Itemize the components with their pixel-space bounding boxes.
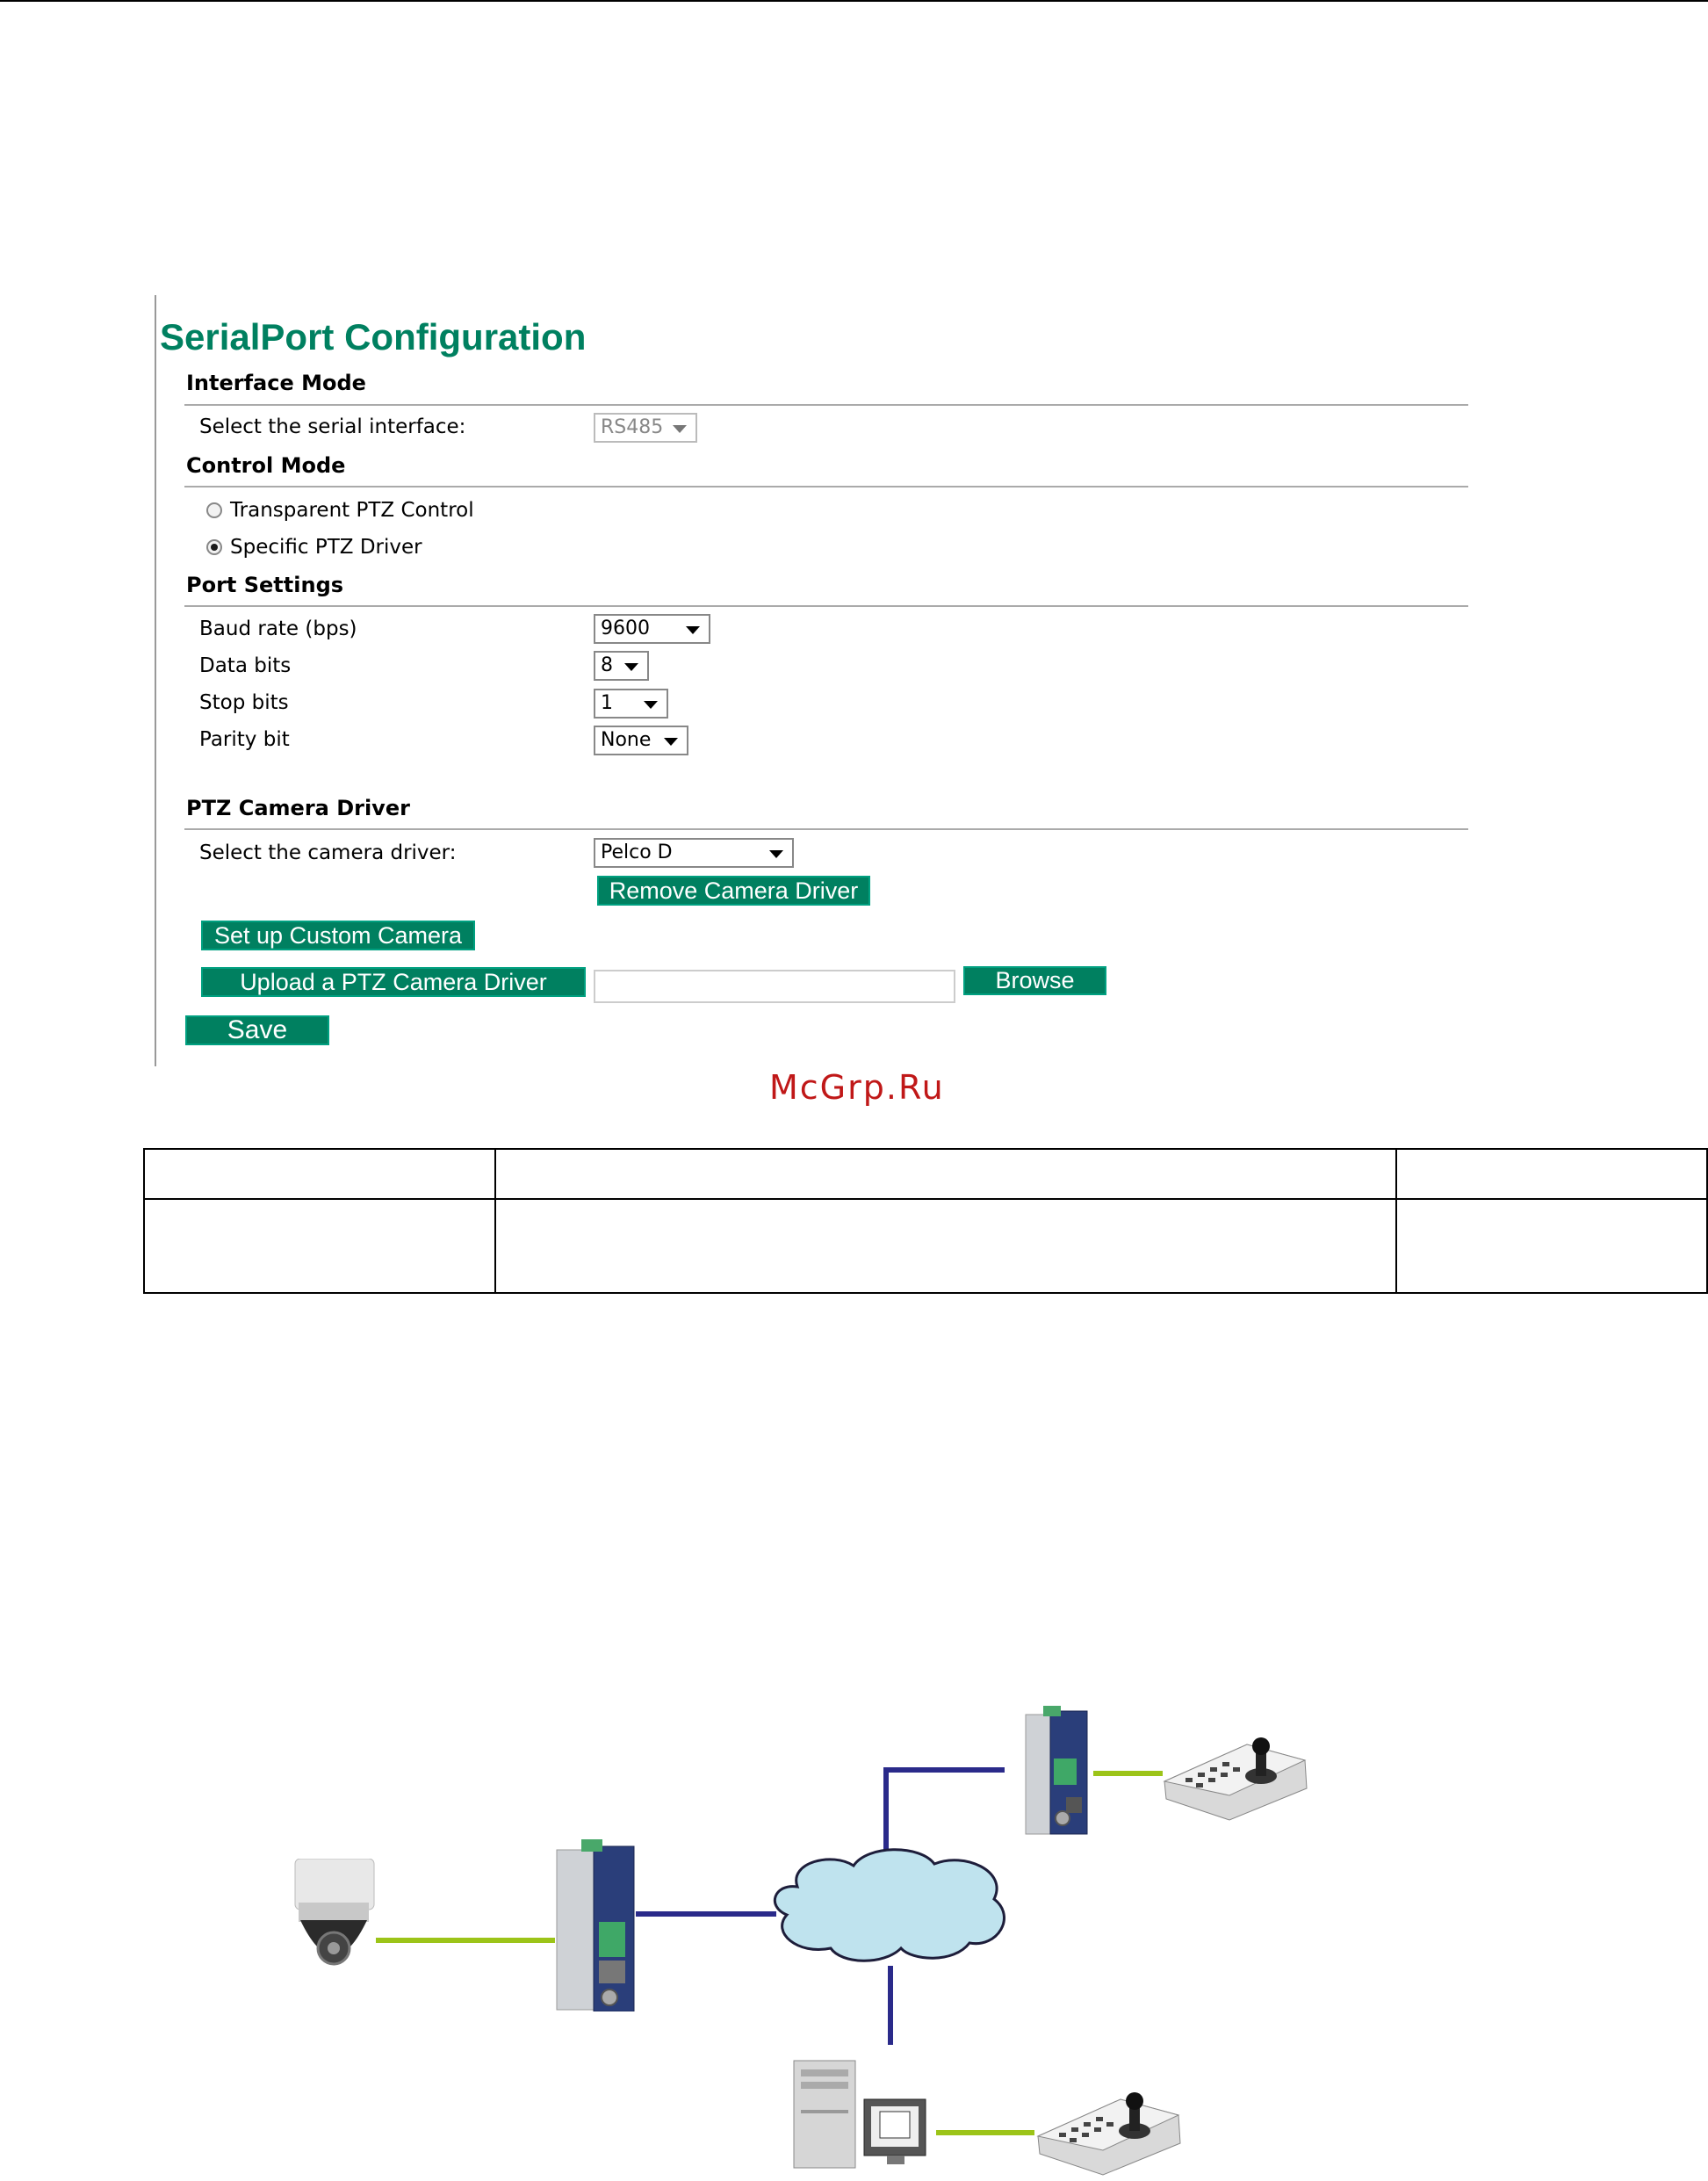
watermark-text: McGrp.Ru: [769, 1068, 945, 1107]
ptz-camera-driver-heading: PTZ Camera Driver: [186, 796, 410, 820]
upload-ptz-driver-button[interactable]: Upload a PTZ Camera Driver: [201, 967, 586, 997]
data-bits-select[interactable]: [594, 651, 649, 681]
pc-network-cable: [888, 1966, 893, 2045]
upload-file-input[interactable]: [594, 970, 955, 1003]
section-divider: [184, 486, 1468, 487]
baud-rate-value: 9600: [601, 617, 650, 639]
video-decoder-icon: [1024, 1706, 1091, 1836]
video-server-icon: [555, 1838, 638, 2011]
port-settings-heading: Port Settings: [186, 573, 344, 597]
serial-interface-label: Select the serial interface:: [199, 415, 466, 438]
parity-bit-value: None: [601, 729, 652, 751]
chevron-down-icon: [664, 738, 678, 746]
pc-workstation-icon: [792, 2057, 929, 2170]
table-cell: [495, 1149, 1396, 1199]
server-network-cable: [636, 1911, 776, 1917]
save-button[interactable]: Save: [185, 1015, 329, 1045]
stop-bits-select[interactable]: [594, 689, 668, 719]
panel-left-border: [155, 295, 156, 1066]
ptz-keyboard-icon: [1033, 2092, 1184, 2177]
decoder-serial-cable: [1093, 1771, 1163, 1776]
serial-interface-value: RS485: [601, 416, 664, 438]
table-header-row: [144, 1149, 1707, 1199]
parity-bit-label: Parity bit: [199, 728, 290, 751]
section-divider: [184, 605, 1468, 607]
chevron-down-icon: [769, 850, 783, 858]
specific-ptz-label: Specific PTZ Driver: [230, 536, 422, 559]
parameter-table: [143, 1148, 1708, 1294]
table-cell: [1396, 1199, 1707, 1293]
data-bits-value: 8: [601, 654, 613, 676]
camera-serial-cable: [376, 1938, 555, 1943]
chevron-down-icon: [686, 626, 700, 634]
ptz-keyboard-icon: [1159, 1737, 1310, 1822]
setup-custom-camera-button[interactable]: Set up Custom Camera: [201, 921, 475, 950]
chevron-down-icon: [624, 663, 638, 671]
table-cell: [1396, 1149, 1707, 1199]
section-divider: [184, 828, 1468, 830]
baud-rate-label: Baud rate (bps): [199, 617, 357, 640]
decoder-network-cable-horizontal: [883, 1767, 1005, 1773]
interface-mode-heading: Interface Mode: [186, 371, 366, 395]
browse-button[interactable]: Browse: [963, 966, 1106, 995]
remove-camera-driver-button[interactable]: Remove Camera Driver: [597, 876, 870, 906]
section-divider: [184, 404, 1468, 406]
chevron-down-icon: [673, 425, 687, 433]
baud-rate-select[interactable]: [594, 614, 710, 644]
page-title: SerialPort Configuration: [160, 316, 587, 357]
parity-bit-select[interactable]: [594, 726, 688, 755]
control-mode-heading: Control Mode: [186, 453, 346, 478]
transparent-ptz-label: Transparent PTZ Control: [230, 499, 474, 522]
chevron-down-icon: [644, 701, 658, 709]
pc-serial-cable: [936, 2130, 1034, 2135]
table-row: [144, 1199, 1707, 1293]
camera-driver-value: Pelco D: [601, 841, 673, 863]
data-bits-label: Data bits: [199, 654, 292, 677]
network-cloud-icon: [762, 1845, 1013, 1968]
serial-interface-select[interactable]: [594, 413, 697, 443]
stop-bits-value: 1: [601, 692, 613, 714]
stop-bits-label: Stop bits: [199, 691, 289, 714]
transparent-ptz-radio[interactable]: [206, 502, 222, 518]
table-cell: [144, 1199, 495, 1293]
top-rule: [0, 0, 1708, 2]
specific-ptz-radio[interactable]: [206, 539, 222, 555]
table-cell: [144, 1149, 495, 1199]
table-cell: [495, 1199, 1396, 1293]
camera-driver-label: Select the camera driver:: [199, 841, 457, 864]
ptz-camera-icon: [290, 1859, 378, 1987]
camera-driver-select[interactable]: [594, 838, 794, 868]
